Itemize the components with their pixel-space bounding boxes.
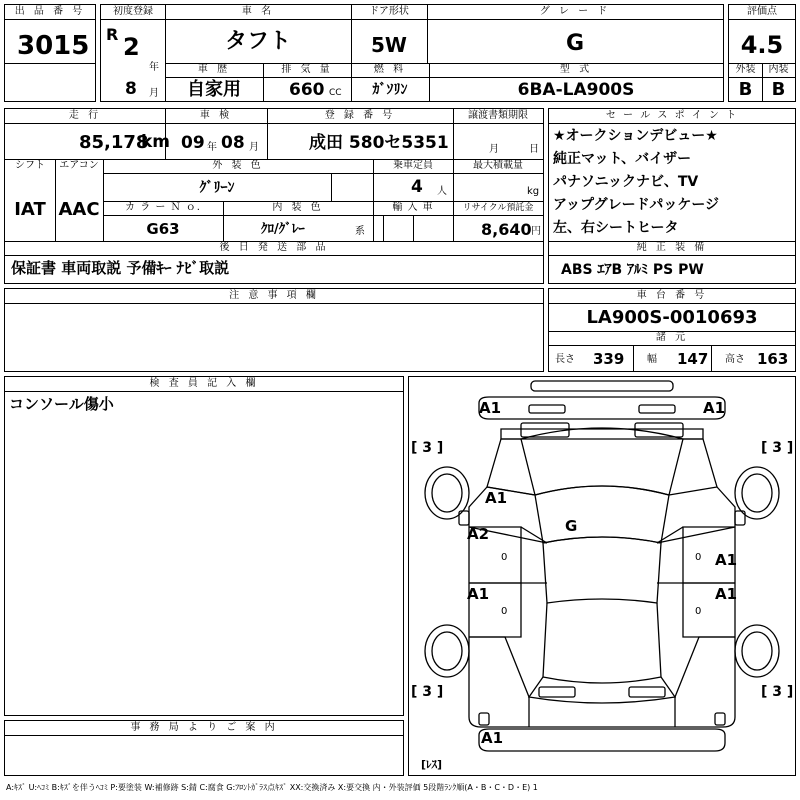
exterior-grade: B: [738, 79, 753, 100]
transfer-day-unit: 日: [529, 144, 539, 155]
damage-front-left: A1: [479, 399, 502, 417]
inspector-box: [4, 376, 404, 716]
grade-label: グ レ ー ド: [539, 6, 611, 17]
equipment: ABS ｴｱB ｱﾙﾐ PS PW: [561, 262, 704, 278]
mileage-unit: km: [141, 132, 171, 152]
ext-color-label: 外 装 色: [212, 160, 264, 171]
car-name-label: 車 名: [241, 6, 275, 17]
sales-points-box: [548, 108, 796, 284]
lot-number-box: [4, 4, 96, 102]
chassis-number: LA900S-0010693: [586, 307, 758, 328]
month-unit: 月: [149, 88, 159, 99]
recycle-unit: 円: [531, 226, 541, 237]
tire-front-left: [ 3 ]: [411, 440, 444, 456]
damage-left-front-door: A2: [467, 525, 490, 543]
tire-front-right: [ 3 ]: [761, 440, 794, 456]
recycle-label: リサイクル預託金: [462, 203, 534, 213]
displacement-label: 排 気 量: [281, 64, 333, 75]
history: 自家用: [187, 79, 241, 100]
height: 163: [757, 350, 789, 368]
length-label: 長さ: [555, 354, 575, 365]
shift: IAT: [14, 199, 46, 220]
first-reg-month: 8: [125, 79, 137, 99]
legend: A:ｷｽﾞ U:ﾍｺﾐ B:ｷｽﾞを伴うﾍｺﾐ P:要塗装 W:補修跡 S:錆 C:腐食 G:ﾌﾛﾝﾄｶﾞﾗｽ点ｷｽﾞ XX:交換済み X:要交換 内・外装評価 5段階ﾗﾝｸ順(A・B・C・D・E) 1: [6, 783, 538, 792]
docs-label: 後 日 発 送 部 品: [219, 242, 329, 253]
notes-box: [4, 288, 544, 372]
vehicle-header-box: [100, 4, 724, 102]
office-label: 事 務 局 よ り ご 案 内: [130, 722, 278, 733]
interior-label: 内装: [768, 64, 789, 75]
transfer-month-unit: 月: [489, 144, 499, 155]
transfer-deadline-label: 譲渡書類期限: [468, 110, 528, 121]
height-label: 高さ: [725, 354, 745, 365]
lot-number-label: 出 品 番 号: [14, 6, 86, 17]
damage-right-front-door: A1: [715, 551, 738, 569]
model-label: 型 式: [559, 64, 593, 75]
door-label: ドア形状: [369, 6, 409, 17]
ext-color: ｸﾞﾘｰﾝ: [199, 180, 235, 196]
length: 339: [593, 350, 625, 368]
capacity-unit: 人: [437, 186, 447, 197]
car-diagram-box: [408, 376, 796, 776]
fuel: ｶﾞｿﾘﾝ: [372, 82, 408, 98]
inspection-month-unit: 月: [249, 142, 259, 153]
car-diagram: [409, 377, 795, 775]
capacity: 4: [411, 177, 423, 197]
first-reg-label: 初度登録: [113, 6, 153, 17]
sales-points-label: セ ー ル ス ポ イ ン ト: [605, 110, 739, 121]
first-reg-year: 2: [123, 33, 140, 61]
color-no-label: カ ラ ー Ｎ ｏ.: [125, 202, 201, 213]
equipment-label: 純 正 装 備: [636, 242, 708, 253]
max-load-unit: kg: [527, 186, 540, 197]
left-door-zero: 0: [501, 606, 508, 617]
mileage: 85,178: [79, 132, 149, 153]
int-color-suffix: 系: [355, 226, 365, 237]
shift-label: シフト: [15, 160, 45, 171]
spare-tire: [ﾚｽ]: [421, 758, 443, 771]
door-type: 5W: [371, 33, 407, 57]
capacity-label: 乗車定員: [393, 160, 433, 171]
history-label: 車 歴: [197, 64, 231, 75]
ac-label: エアコン: [59, 160, 99, 171]
model: 6BA-LA900S: [517, 80, 635, 100]
chassis-label: 車 台 番 号: [636, 290, 708, 301]
inspection-year-unit: 年: [207, 142, 217, 153]
sales-point: 左、右シートヒータ: [553, 220, 679, 236]
right-door-zero: 0: [695, 606, 702, 617]
sales-point: アップグレードパッケージ: [553, 197, 720, 213]
width: 147: [677, 350, 709, 368]
int-color: ｸﾛ/ｸﾞﾚｰ: [261, 222, 305, 237]
damage-hood: A1: [485, 489, 508, 507]
mileage-label: 走 行: [68, 110, 102, 121]
left-door-zero: 0: [501, 552, 508, 563]
sales-point: 純正マット、バイザー: [553, 151, 692, 167]
plate-number: 成田 580セ5351: [309, 133, 449, 153]
displacement: 660: [289, 80, 325, 100]
notes-label: 注 意 事 項 欄: [229, 290, 319, 301]
grade: G: [565, 31, 585, 56]
year-unit: 年: [149, 62, 159, 73]
inspection-label: 車 検: [199, 110, 233, 121]
inspector-label: 検 査 員 記 入 欄: [149, 378, 259, 389]
damage-rear: A1: [481, 729, 504, 747]
spec-label: 諸 元: [655, 332, 689, 343]
score: 4.5: [740, 31, 784, 59]
interior-grade: B: [771, 79, 786, 100]
recycle-deposit: 8,640: [481, 220, 532, 239]
import-label: 輸 入 車: [392, 202, 434, 213]
tire-rear-left: [ 3 ]: [411, 684, 444, 700]
width-label: 幅: [647, 354, 657, 365]
color-no: G63: [146, 220, 180, 238]
sales-point: パナソニックナビ、TV: [553, 174, 699, 190]
tire-rear-right: [ 3 ]: [761, 684, 794, 700]
inspection-year: 09: [181, 133, 205, 153]
int-color-label: 内 装 色: [272, 202, 324, 213]
era: R: [106, 25, 119, 44]
fuel-label: 燃 料: [373, 64, 407, 75]
right-door-zero: 0: [695, 552, 702, 563]
displacement-unit: CC: [329, 88, 342, 98]
damage-right-rear-door: A1: [715, 585, 738, 603]
office-box: [4, 720, 404, 776]
damage-left-rear-door: A1: [467, 585, 490, 603]
damage-windshield: G: [565, 517, 578, 535]
max-load-label: 最大積載量: [473, 160, 523, 171]
ac: AAC: [58, 199, 100, 220]
lot-number: 3015: [17, 31, 90, 61]
inspection-month: 08: [221, 133, 245, 153]
plate-label: 登 録 番 号: [324, 110, 396, 121]
docs: 保証書 車両取説 予備ｷｰ ﾅﾋﾞ取説: [11, 259, 230, 277]
score-box: [728, 4, 796, 102]
score-label: 評価点: [747, 6, 777, 17]
car-name: タフト: [224, 29, 291, 54]
damage-front-right: A1: [703, 399, 726, 417]
info-grid: [4, 108, 544, 284]
exterior-label: 外装: [735, 64, 756, 75]
sales-point: ★オークションデビュー★: [553, 128, 718, 144]
chassis-box: [548, 288, 796, 372]
inspector-comment: コンソール傷小: [9, 395, 114, 413]
